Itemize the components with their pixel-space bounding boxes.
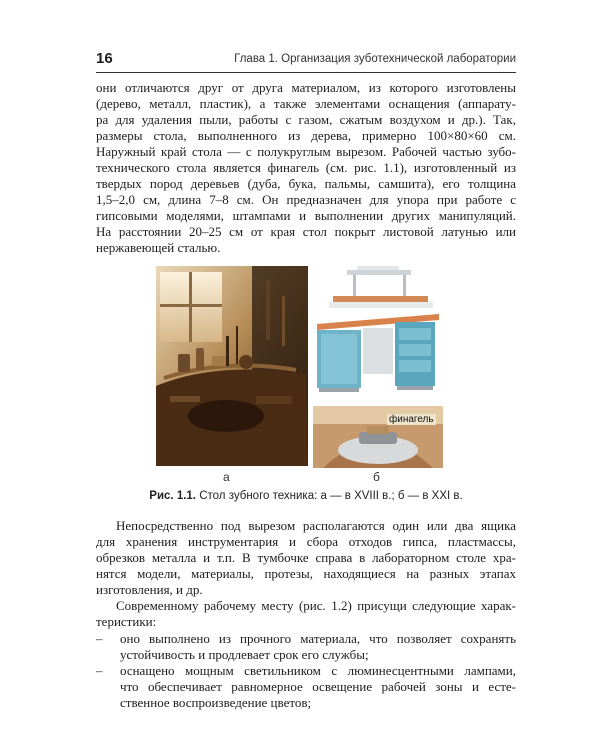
modern-dental-table-image	[313, 262, 443, 402]
text-line: твердых пород деревьев (дуба, бука, пальмы, самшита), его толщина	[96, 176, 516, 191]
inset-callout-label: финагель	[389, 414, 434, 425]
figure-photo-b-table	[313, 262, 443, 402]
list-item	[96, 631, 516, 663]
text-line: что обеспечивает равномерное освещение рабочей зоны и есте-	[120, 679, 516, 694]
text-line: гипсовыми моделями, штампами и выполнении других манипуляций.	[96, 208, 516, 223]
figure-label-b: б	[373, 470, 380, 484]
text-line: для хранения инструментария и сбора отходов гипса, пластмассы,	[96, 534, 516, 549]
paragraph-2	[96, 518, 516, 598]
text-line: нятся модели, материалы, протезы, находящиеся на разных этапах	[96, 566, 516, 581]
text-line: Непосредственно под вырезом располагаются один или два ящика	[116, 518, 516, 533]
text-line: размеры стола, выполненного из дерева, примерно 100×80×60 см.	[96, 128, 516, 143]
paragraph-1	[96, 80, 516, 256]
list-dash: –	[96, 631, 103, 646]
figure-photo-a	[156, 266, 308, 466]
text-line: они отличаются друг от друга материалом, из которого изготовлены	[96, 80, 516, 95]
running-title: Глава 1. Организация зуботехнической лаборатории	[234, 53, 516, 65]
text-line: оно выполнено из прочного материала, что позволяет сохранять	[120, 631, 516, 646]
text-line: устойчивость и продлевает срок его службы;	[120, 647, 369, 662]
page-number: 16	[96, 50, 113, 67]
text-line: 1,5–2,0 см, длина 7–8 см. Он предназначен для упора при работе с	[96, 192, 516, 207]
running-header	[96, 50, 516, 73]
figure-photo-b-inset	[313, 406, 443, 468]
caption-number: Рис. 1.1.	[149, 490, 197, 502]
figure-caption	[96, 490, 516, 502]
text-line: (дерево, металл, пластик), а также элементами оснащения (аппарату-	[96, 96, 516, 111]
text-line: ственное воспроизведение цветов;	[120, 695, 312, 710]
text-line: изготовления, и др.	[96, 582, 203, 597]
paragraph-3	[96, 598, 516, 630]
figure-label-a: а	[223, 470, 230, 484]
list-item	[96, 663, 516, 711]
text-line: На расстоянии 20–25 см от края стол покрыт листовой латунью или	[96, 224, 516, 239]
text-line: Наружный край стола — с полукруглым вырезом. Рабочей частью зубо-	[96, 144, 516, 159]
text-line: нержавеющей сталью.	[96, 240, 221, 255]
text-line: Современному рабочему месту (рис. 1.2) присущи следующие харак-	[116, 598, 516, 613]
text-line: ра для удаления пыли, работы с газом, сжатым воздухом и др.). Так,	[96, 112, 516, 127]
text-line: теристики:	[96, 614, 157, 629]
list-dash: –	[96, 663, 103, 678]
caption-text: Стол зубного техника: а — в XVIII в.; б — в XXI в.	[199, 490, 463, 502]
text-line: обрезков металла и т.п. В тумбочке справа в лабораторном столе хра-	[96, 550, 516, 565]
antique-workbench-image	[156, 266, 308, 466]
text-line: оснащено мощным светильником с люминесцентными лампами,	[120, 663, 516, 678]
text-line: технического стола является финагель (см. рис. 1.1), изготовленный из	[96, 160, 516, 175]
